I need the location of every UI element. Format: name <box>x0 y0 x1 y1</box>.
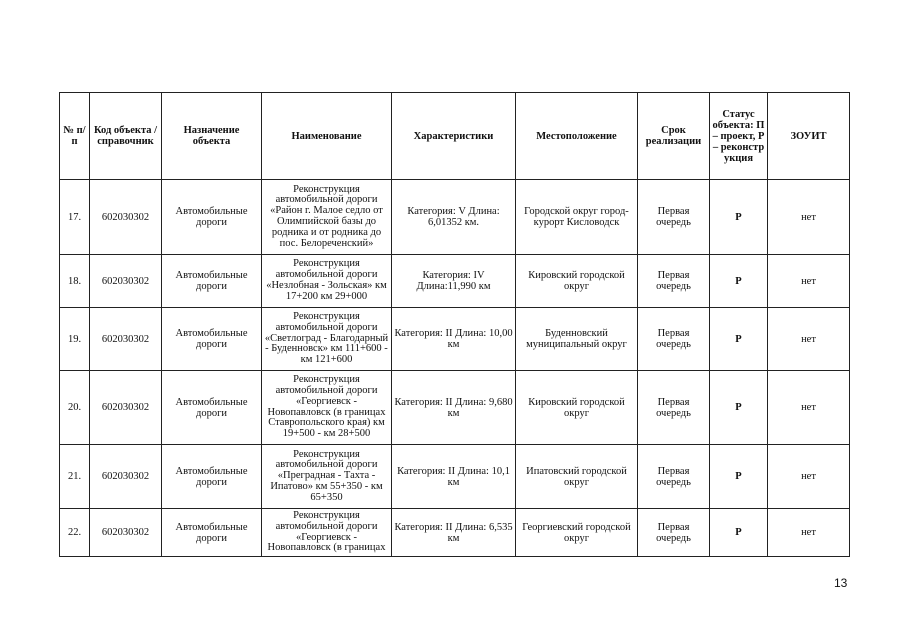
cell-status: Р <box>710 509 768 557</box>
table-row <box>60 371 850 445</box>
cell-num: 20. <box>60 371 90 445</box>
header-term: Срок реализации <box>638 93 710 180</box>
objects-table <box>59 92 850 557</box>
cell-characteristics: Категория: V Длина: 6,01352 км. <box>392 180 516 255</box>
header-characteristics: Характеристики <box>392 93 516 180</box>
cell-purpose: Автомобильные дороги <box>162 180 262 255</box>
cell-term: Первая очередь <box>638 445 710 509</box>
table-row <box>60 509 850 557</box>
cell-location: Кировский городской округ <box>516 371 638 445</box>
table-row <box>60 308 850 371</box>
cell-location: Ипатовский городской округ <box>516 445 638 509</box>
cell-status: Р <box>710 308 768 371</box>
header-name: Наименование <box>262 93 392 180</box>
cell-code: 602030302 <box>90 308 162 371</box>
cell-num: 19. <box>60 308 90 371</box>
cell-purpose: Автомобильные дороги <box>162 255 262 308</box>
objects-table-container <box>59 92 849 557</box>
cell-zouit: нет <box>768 509 850 557</box>
cell-term: Первая очередь <box>638 180 710 255</box>
cell-characteristics: Категория: II Длина: 10,1 км <box>392 445 516 509</box>
cell-location: Кировский городской округ <box>516 255 638 308</box>
cell-purpose: Автомобильные дороги <box>162 509 262 557</box>
cell-name: Реконструкция автомобильной дороги «Преградная - Тахта - Ипатово» км 55+350 - км 65+350 <box>262 445 392 509</box>
cell-characteristics: Категория: II Длина: 6,535 км <box>392 509 516 557</box>
cell-num: 22. <box>60 509 90 557</box>
table-row <box>60 180 850 255</box>
cell-location: Городской округ город-курорт Кисловодск <box>516 180 638 255</box>
cell-characteristics: Категория: IV Длина:11,990 км <box>392 255 516 308</box>
cell-name: Реконструкция автомобильной дороги «Георгиевск - Новопавловск (в границах Ставропольского края) км 19+500 - км 28+500 <box>262 371 392 445</box>
header-zouit: ЗОУИТ <box>768 93 850 180</box>
table-row <box>60 445 850 509</box>
cell-purpose: Автомобильные дороги <box>162 308 262 371</box>
header-location: Местоположение <box>516 93 638 180</box>
cell-status: Р <box>710 180 768 255</box>
table-header-row <box>60 93 850 180</box>
cell-zouit: нет <box>768 445 850 509</box>
cell-code: 602030302 <box>90 445 162 509</box>
cell-num: 18. <box>60 255 90 308</box>
header-purpose: Назначение объекта <box>162 93 262 180</box>
cell-zouit: нет <box>768 371 850 445</box>
cell-num: 17. <box>60 180 90 255</box>
table-row <box>60 255 850 308</box>
page-number: 13 <box>834 576 848 590</box>
cell-term: Первая очередь <box>638 509 710 557</box>
cell-zouit: нет <box>768 308 850 371</box>
cell-location: Буденновский муниципальный округ <box>516 308 638 371</box>
cell-location: Георгиевский городской округ <box>516 509 638 557</box>
cell-status: Р <box>710 371 768 445</box>
cell-status: Р <box>710 255 768 308</box>
cell-term: Первая очередь <box>638 255 710 308</box>
cell-purpose: Автомобильные дороги <box>162 445 262 509</box>
cell-term: Первая очередь <box>638 371 710 445</box>
cell-status: Р <box>710 445 768 509</box>
header-code: Код объекта / справочник <box>90 93 162 180</box>
cell-term: Первая очередь <box>638 308 710 371</box>
cell-code: 602030302 <box>90 509 162 557</box>
cell-name: Реконструкция автомобильной дороги «Георгиевск - Новопавловск (в границах <box>262 509 392 557</box>
cell-characteristics: Категория: II Длина: 9,680 км <box>392 371 516 445</box>
cell-code: 602030302 <box>90 180 162 255</box>
cell-purpose: Автомобильные дороги <box>162 371 262 445</box>
header-status: Статус объекта: П – проект, Р – реконстр укция <box>710 93 768 180</box>
cell-name: Реконструкция автомобильной дороги «Светлоград - Благодарный - Буденновск» км 111+600 - км 121+600 <box>262 308 392 371</box>
cell-characteristics: Категория: II Длина: 10,00 км <box>392 308 516 371</box>
cell-name: Реконструкция автомобильной дороги «Район г. Малое седло от Олимпийской базы до родника и от родника до пос. Белореченский» <box>262 180 392 255</box>
cell-zouit: нет <box>768 180 850 255</box>
header-num: № п/п <box>60 93 90 180</box>
cell-name: Реконструкция автомобильной дороги «Незлобная - Зольская» км 17+200 км 29+000 <box>262 255 392 308</box>
cell-code: 602030302 <box>90 371 162 445</box>
cell-zouit: нет <box>768 255 850 308</box>
cell-code: 602030302 <box>90 255 162 308</box>
cell-num: 21. <box>60 445 90 509</box>
